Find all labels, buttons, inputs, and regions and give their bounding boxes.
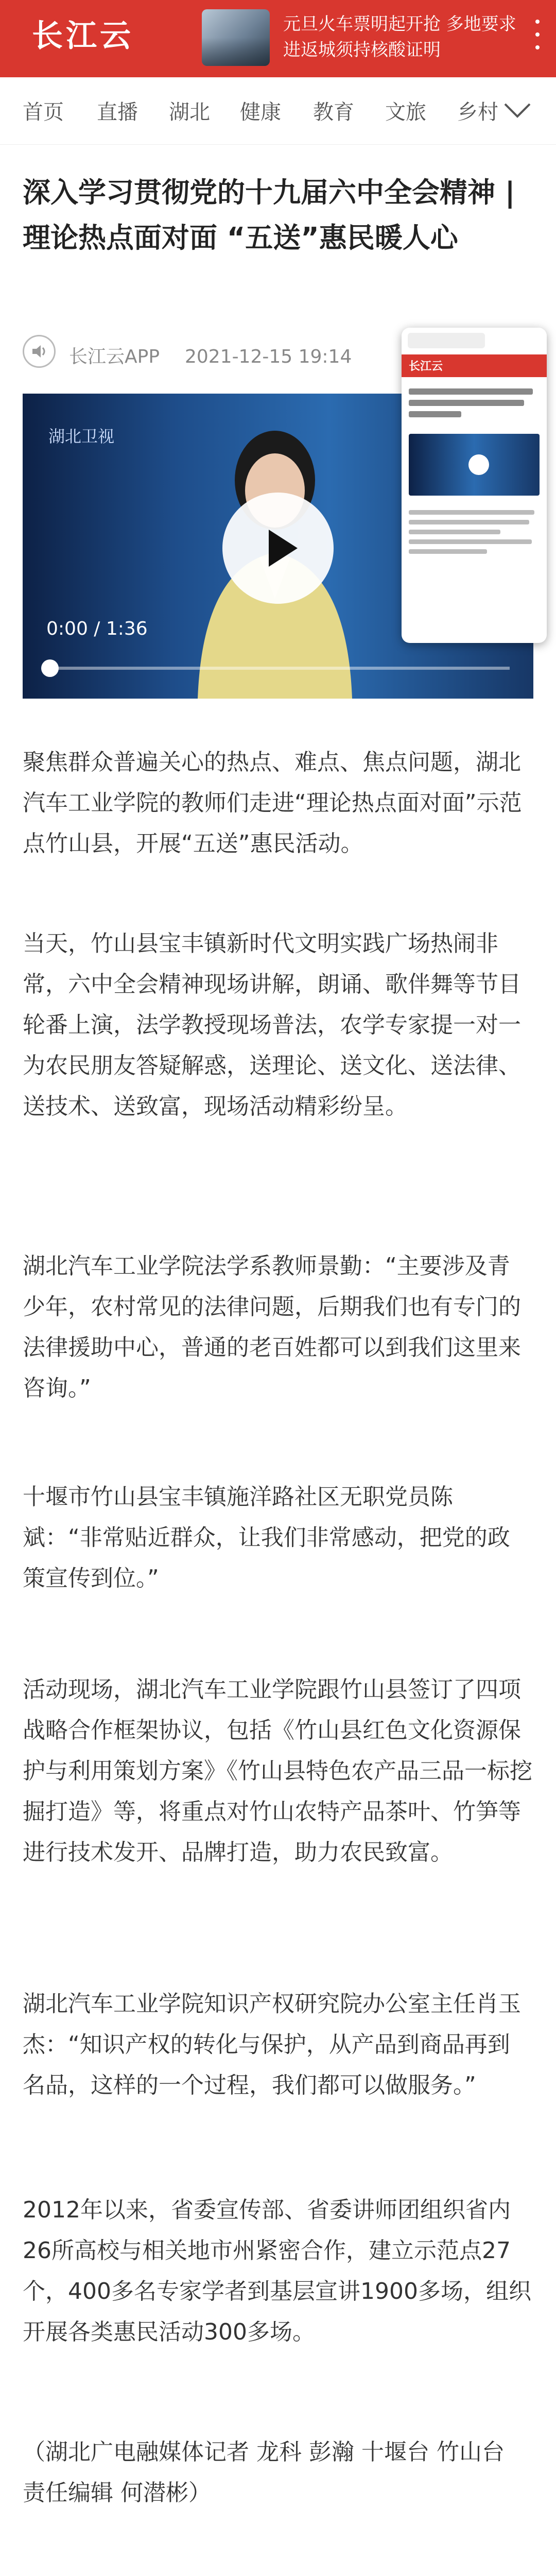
article-datetime: 2021-12-15 19:14: [184, 346, 352, 367]
tab-home[interactable]: 首页: [23, 100, 64, 124]
article-paragraph: 湖北汽车工业学院法学系教师景勤：“主要涉及青少年，农村常见的法律问题，后期我们也有专门的法律援助中心，普通的老百姓都可以到我们这里来咨询。”: [23, 1253, 521, 1401]
article-paragraph: 2012年以来，省委宣传部、省委讲师团组织省内26所高校与相关地市州紧密合作，建立示范点27个，400多名专家学者到基层宣讲1900多场，组织开展各类惠民活动300多场。: [23, 2197, 531, 2345]
article-paragraph: 湖北汽车工业学院知识产权研究院办公室主任肖玉杰：“知识产权的转化与保护，从产品到商品再到名品，这样的一个过程，我们都可以做服务。”: [23, 1991, 521, 2098]
article-paragraph: 聚焦群众普遍关心的热点、难点、焦点问题，湖北汽车工业学院的教师们走进“理论热点面对面”示范点竹山县，开展“五送”惠民活动。: [23, 749, 522, 857]
tab-rural[interactable]: 乡村: [457, 100, 498, 124]
tab-hubei[interactable]: 湖北: [169, 100, 210, 124]
article-title: 深入学习贯彻党的十九届六中全会精神 | 理论热点面对面 “五送”惠民暖人心: [23, 176, 515, 254]
share-screenshot-label[interactable]: 分享截屏: [435, 607, 513, 630]
article-credits: （湖北广电融媒体记者 龙科 彭瀚 十堰台 竹山台 责任编辑 何潜彬）: [23, 2439, 505, 2506]
play-icon: [269, 530, 298, 567]
notification-thumbnail[interactable]: [202, 9, 270, 66]
article-source: 长江云APP: [69, 346, 160, 367]
tab-education[interactable]: 教育: [313, 100, 354, 124]
app-logo[interactable]: 长江云: [32, 18, 134, 54]
source-and-date: [69, 342, 352, 368]
article-paragraph: 十堰市竹山县宝丰镇施洋路社区无职党员陈斌：“非常贴近群众，让我们非常感动，把党的政策宣传到位。”: [23, 1484, 510, 1591]
chevron-down-icon[interactable]: [502, 94, 533, 125]
channel-nav: [0, 77, 556, 145]
share-screenshot-thumbnail[interactable]: [402, 328, 547, 643]
app-header: [0, 0, 556, 77]
video-progress-track[interactable]: [46, 667, 510, 670]
channel-logo: 湖北卫视: [48, 427, 115, 446]
mini-app-logo: 长江云: [409, 360, 443, 373]
tab-live[interactable]: 直播: [97, 100, 138, 124]
audio-speaker-icon[interactable]: [23, 335, 56, 368]
more-vertical-icon[interactable]: [535, 20, 542, 56]
tab-culture-travel[interactable]: 文旅: [385, 100, 426, 124]
article-paragraph: 当天，竹山县宝丰镇新时代文明实践广场热闹非常，六中全会精神现场讲解，朗诵、歌伴舞等节目轮番上演，法学教授现场普法，农学专家提一对一为农民朋友答疑解惑，送理论、送文化、送法律、送技术、送致富，现场活动精彩纷呈。: [23, 930, 521, 1120]
notification-headline[interactable]: 元旦火车票明起开抢 多地要求进返城须持核酸证明: [283, 14, 516, 60]
article-paragraph: 活动现场，湖北汽车工业学院跟竹山县签订了四项战略合作框架协议，包括《竹山县红色文化资源保护与利用策划方案》《竹山县特色农产品三品一标挖掘打造》等，将重点对竹山农特产品茶叶、竹笋等进行技术发开、品牌打造，助力农民致富。: [23, 1676, 532, 1866]
tab-health[interactable]: 健康: [240, 100, 281, 124]
video-time: 0:00 / 1:36: [46, 618, 148, 639]
play-button[interactable]: [222, 493, 334, 604]
video-progress-knob[interactable]: [41, 659, 59, 677]
